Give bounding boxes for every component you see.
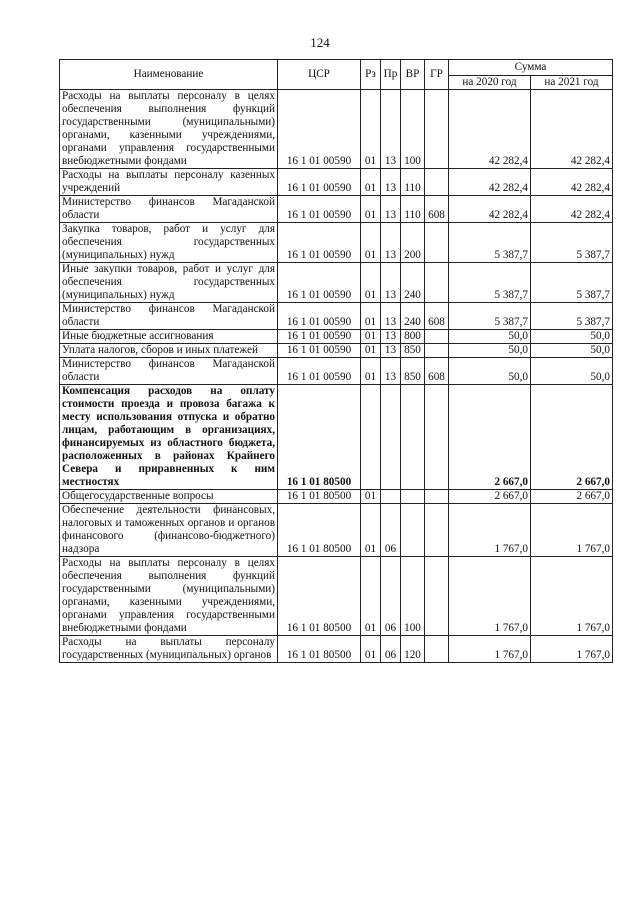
row-name-cell: Общегосударственные вопросы — [60, 490, 278, 504]
row-rz-cell: 01 — [361, 223, 381, 263]
row-vr-cell: 110 — [401, 196, 425, 223]
table-row — [60, 557, 613, 636]
row-pr-cell: 13 — [381, 358, 401, 385]
row-csr-cell: 16 1 01 00590 — [278, 358, 361, 385]
row-name-cell: Расходы на выплаты персоналу в целях обеспечения выполнения функций государственными (муниципальными) органами, казенными учреждениями, органами управления государственными внебюджетными фондами — [60, 90, 278, 169]
row-name-cell: Министерство финансов Магаданской области — [60, 196, 278, 223]
row-vr-cell — [401, 385, 425, 490]
header-rz: Рз — [361, 60, 381, 90]
row-vr-cell: 240 — [401, 263, 425, 303]
row-vr-cell: 200 — [401, 223, 425, 263]
row-gr-cell — [425, 90, 449, 169]
row-sum-2020-cell: 50,0 — [449, 330, 531, 344]
row-rz-cell: 01 — [361, 490, 381, 504]
header-sum: Сумма — [449, 60, 613, 76]
table-row — [60, 504, 613, 557]
row-name-cell: Закупка товаров, работ и услуг для обеспечения государственных (муниципальных) нужд — [60, 223, 278, 263]
row-sum-2021-cell: 2 667,0 — [531, 490, 613, 504]
table-row — [60, 385, 613, 490]
row-sum-2021-cell: 2 667,0 — [531, 385, 613, 490]
row-pr-cell: 13 — [381, 344, 401, 358]
header-gr: ГР — [425, 60, 449, 90]
row-csr-cell: 16 1 01 00590 — [278, 169, 361, 196]
row-pr-cell: 13 — [381, 90, 401, 169]
budget-table — [59, 59, 613, 663]
row-rz-cell: 01 — [361, 263, 381, 303]
row-sum-2021-cell: 1 767,0 — [531, 504, 613, 557]
table-row — [60, 330, 613, 344]
row-sum-2021-cell: 5 387,7 — [531, 223, 613, 263]
table-row — [60, 344, 613, 358]
table-row — [60, 263, 613, 303]
row-sum-2021-cell: 42 282,4 — [531, 90, 613, 169]
row-csr-cell: 16 1 01 00590 — [278, 303, 361, 330]
table-row — [60, 90, 613, 169]
row-vr-cell — [401, 504, 425, 557]
row-csr-cell: 16 1 01 00590 — [278, 90, 361, 169]
row-csr-cell: 16 1 01 80500 — [278, 557, 361, 636]
row-vr-cell: 800 — [401, 330, 425, 344]
table-row — [60, 490, 613, 504]
row-sum-2020-cell: 42 282,4 — [449, 196, 531, 223]
row-pr-cell: 13 — [381, 263, 401, 303]
row-gr-cell — [425, 223, 449, 263]
row-gr-cell — [425, 344, 449, 358]
row-vr-cell: 110 — [401, 169, 425, 196]
header-name: Наименование — [60, 60, 278, 90]
row-vr-cell: 100 — [401, 557, 425, 636]
table-row — [60, 303, 613, 330]
row-gr-cell: 608 — [425, 196, 449, 223]
row-sum-2021-cell: 42 282,4 — [531, 169, 613, 196]
table-row — [60, 223, 613, 263]
row-pr-cell: 13 — [381, 169, 401, 196]
row-sum-2021-cell: 50,0 — [531, 344, 613, 358]
row-name-cell: Обеспечение деятельности финансовых, налоговых и таможенных органов и органов финансового (финансово-бюджетного) надзора — [60, 504, 278, 557]
row-sum-2020-cell: 5 387,7 — [449, 263, 531, 303]
row-sum-2021-cell: 42 282,4 — [531, 196, 613, 223]
row-sum-2020-cell: 42 282,4 — [449, 90, 531, 169]
row-sum-2021-cell: 50,0 — [531, 358, 613, 385]
row-rz-cell: 01 — [361, 344, 381, 358]
row-name-cell: Расходы на выплаты персоналу в целях обеспечения выполнения функций государственными (муниципальными) органами, казенными учреждениями, органами управления государственными внебюджетными фондами — [60, 557, 278, 636]
row-pr-cell: 13 — [381, 330, 401, 344]
row-rz-cell: 01 — [361, 557, 381, 636]
row-csr-cell: 16 1 01 00590 — [278, 263, 361, 303]
row-rz-cell: 01 — [361, 90, 381, 169]
row-name-cell: Министерство финансов Магаданской области — [60, 303, 278, 330]
row-gr-cell: 608 — [425, 303, 449, 330]
row-rz-cell: 01 — [361, 504, 381, 557]
row-name-cell: Министерство финансов Магаданской области — [60, 358, 278, 385]
row-sum-2020-cell: 1 767,0 — [449, 636, 531, 663]
header-vr: ВР — [401, 60, 425, 90]
row-pr-cell: 13 — [381, 196, 401, 223]
table-row — [60, 636, 613, 663]
row-rz-cell: 01 — [361, 358, 381, 385]
table-row — [60, 196, 613, 223]
row-csr-cell: 16 1 01 00590 — [278, 196, 361, 223]
header-year-2020: на 2020 год — [449, 76, 531, 90]
row-sum-2020-cell: 50,0 — [449, 344, 531, 358]
table-row — [60, 169, 613, 196]
row-rz-cell: 01 — [361, 303, 381, 330]
row-rz-cell: 01 — [361, 169, 381, 196]
header-csr: ЦСР — [278, 60, 361, 90]
row-sum-2020-cell: 50,0 — [449, 358, 531, 385]
row-sum-2020-cell: 2 667,0 — [449, 490, 531, 504]
row-name-cell: Уплата налогов, сборов и иных платежей — [60, 344, 278, 358]
row-vr-cell: 100 — [401, 90, 425, 169]
header-pr: Пр — [381, 60, 401, 90]
row-name-cell: Расходы на выплаты персоналу государственных (муниципальных) органов — [60, 636, 278, 663]
row-rz-cell — [361, 385, 381, 490]
row-sum-2020-cell: 42 282,4 — [449, 169, 531, 196]
table-row — [60, 358, 613, 385]
row-sum-2021-cell: 1 767,0 — [531, 636, 613, 663]
row-gr-cell — [425, 330, 449, 344]
row-gr-cell — [425, 504, 449, 557]
table-body — [60, 90, 613, 663]
row-gr-cell — [425, 385, 449, 490]
row-pr-cell — [381, 385, 401, 490]
row-pr-cell: 13 — [381, 303, 401, 330]
row-vr-cell: 850 — [401, 358, 425, 385]
row-gr-cell — [425, 169, 449, 196]
row-csr-cell: 16 1 01 00590 — [278, 330, 361, 344]
row-csr-cell: 16 1 01 80500 — [278, 504, 361, 557]
row-vr-cell: 240 — [401, 303, 425, 330]
row-rz-cell: 01 — [361, 636, 381, 663]
row-name-cell: Расходы на выплаты персоналу казенных учреждений — [60, 169, 278, 196]
row-gr-cell — [425, 557, 449, 636]
page-number: 124 — [310, 35, 330, 50]
row-pr-cell: 06 — [381, 557, 401, 636]
row-sum-2021-cell: 1 767,0 — [531, 557, 613, 636]
row-gr-cell — [425, 263, 449, 303]
header-year-2021: на 2021 год — [531, 76, 613, 90]
row-sum-2021-cell: 50,0 — [531, 330, 613, 344]
row-csr-cell: 16 1 01 80500 — [278, 636, 361, 663]
row-vr-cell: 120 — [401, 636, 425, 663]
row-gr-cell — [425, 636, 449, 663]
row-csr-cell: 16 1 01 80500 — [278, 490, 361, 504]
row-pr-cell — [381, 490, 401, 504]
row-vr-cell: 850 — [401, 344, 425, 358]
row-sum-2020-cell: 1 767,0 — [449, 557, 531, 636]
row-name-cell: Иные закупки товаров, работ и услуг для обеспечения государственных (муниципальных) нужд — [60, 263, 278, 303]
row-vr-cell — [401, 490, 425, 504]
row-name-cell: Компенсация расходов на оплату стоимости проезда и провоза багажа к месту использования отпуска и обратно лицам, работающим в организациях, финансируемых из областного бюджета, расположенных в районах Крайнего Севера и приравненных к ним местностях — [60, 385, 278, 490]
row-sum-2020-cell: 5 387,7 — [449, 223, 531, 263]
row-sum-2020-cell: 5 387,7 — [449, 303, 531, 330]
row-name-cell: Иные бюджетные ассигнования — [60, 330, 278, 344]
row-sum-2021-cell: 5 387,7 — [531, 303, 613, 330]
row-gr-cell: 608 — [425, 358, 449, 385]
row-rz-cell: 01 — [361, 196, 381, 223]
row-sum-2021-cell: 5 387,7 — [531, 263, 613, 303]
row-csr-cell: 16 1 01 00590 — [278, 223, 361, 263]
row-csr-cell: 16 1 01 00590 — [278, 344, 361, 358]
row-rz-cell: 01 — [361, 330, 381, 344]
row-pr-cell: 06 — [381, 504, 401, 557]
row-pr-cell: 06 — [381, 636, 401, 663]
row-sum-2020-cell: 2 667,0 — [449, 385, 531, 490]
row-sum-2020-cell: 1 767,0 — [449, 504, 531, 557]
row-pr-cell: 13 — [381, 223, 401, 263]
row-gr-cell — [425, 490, 449, 504]
row-csr-cell: 16 1 01 80500 — [278, 385, 361, 490]
